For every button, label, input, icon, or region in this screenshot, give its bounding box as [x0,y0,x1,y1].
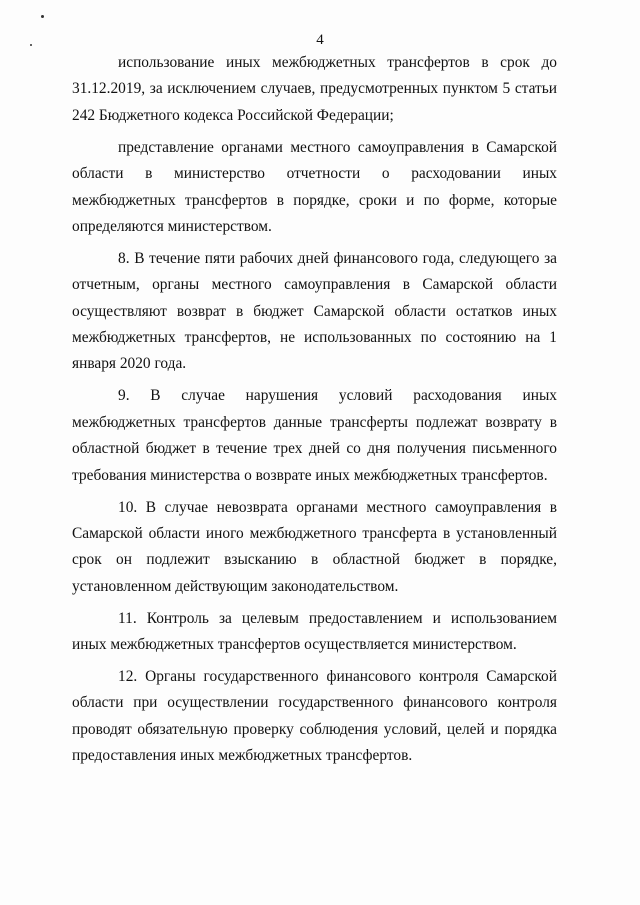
paragraph-usage-deadline: использование иных межбюджетных трансфертов в срок до 31.12.2019, за исключением случаев, предусмотренных пунктом 5 статьи 242 Бюджетного кодекса Российской Федерации; [72,54,557,124]
page-number: 4 [316,32,324,48]
paragraph-item-12: 12. Органы государственного финансового контроля Самарской области при осуществлении государственного финансового контроля проводят обязательную проверку соблюдения условий, целей и порядка предоставления иных межбюджетных трансфертов. [72,667,557,765]
paragraph-item-9: 9. В случае нарушения условий расходования иных межбюджетных трансфертов данные трансферты подлежат возврату в областной бюджет в течение трех дней со дня получения письменного требования министерства о возврате иных межбюджетных трансфертов. [72,387,557,484]
document-body [72,50,557,775]
paragraph-reporting: представление органами местного самоуправления в Самарской области в министерство отчетности о расходовании иных межбюджетных трансфертов в порядке, сроки и по форме, которые определяются министерством. [72,138,557,235]
paragraph-item-11: 11. Контроль за целевым предоставлением и использованием иных межбюджетных трансфертов осуществляется министерством. [72,609,557,654]
paragraph-item-8: 8. В течение пяти рабочих дней финансового года, следующего за отчетным, органы местного самоуправления в Самарской области осуществляют возврат в бюджет Самарской области остатков иных межбюджетных трансфертов, не использованных по состоянию на 1 января 2020 года. [72,249,557,373]
scan-speck [41,15,44,18]
paragraph-item-10: 10. В случае невозврата органами местного самоуправления в Самарской области иного межбюджетного трансферта в установленный срок он подлежит взысканию в областной бюджет в порядке, установленном действующим законодательством. [72,498,557,595]
